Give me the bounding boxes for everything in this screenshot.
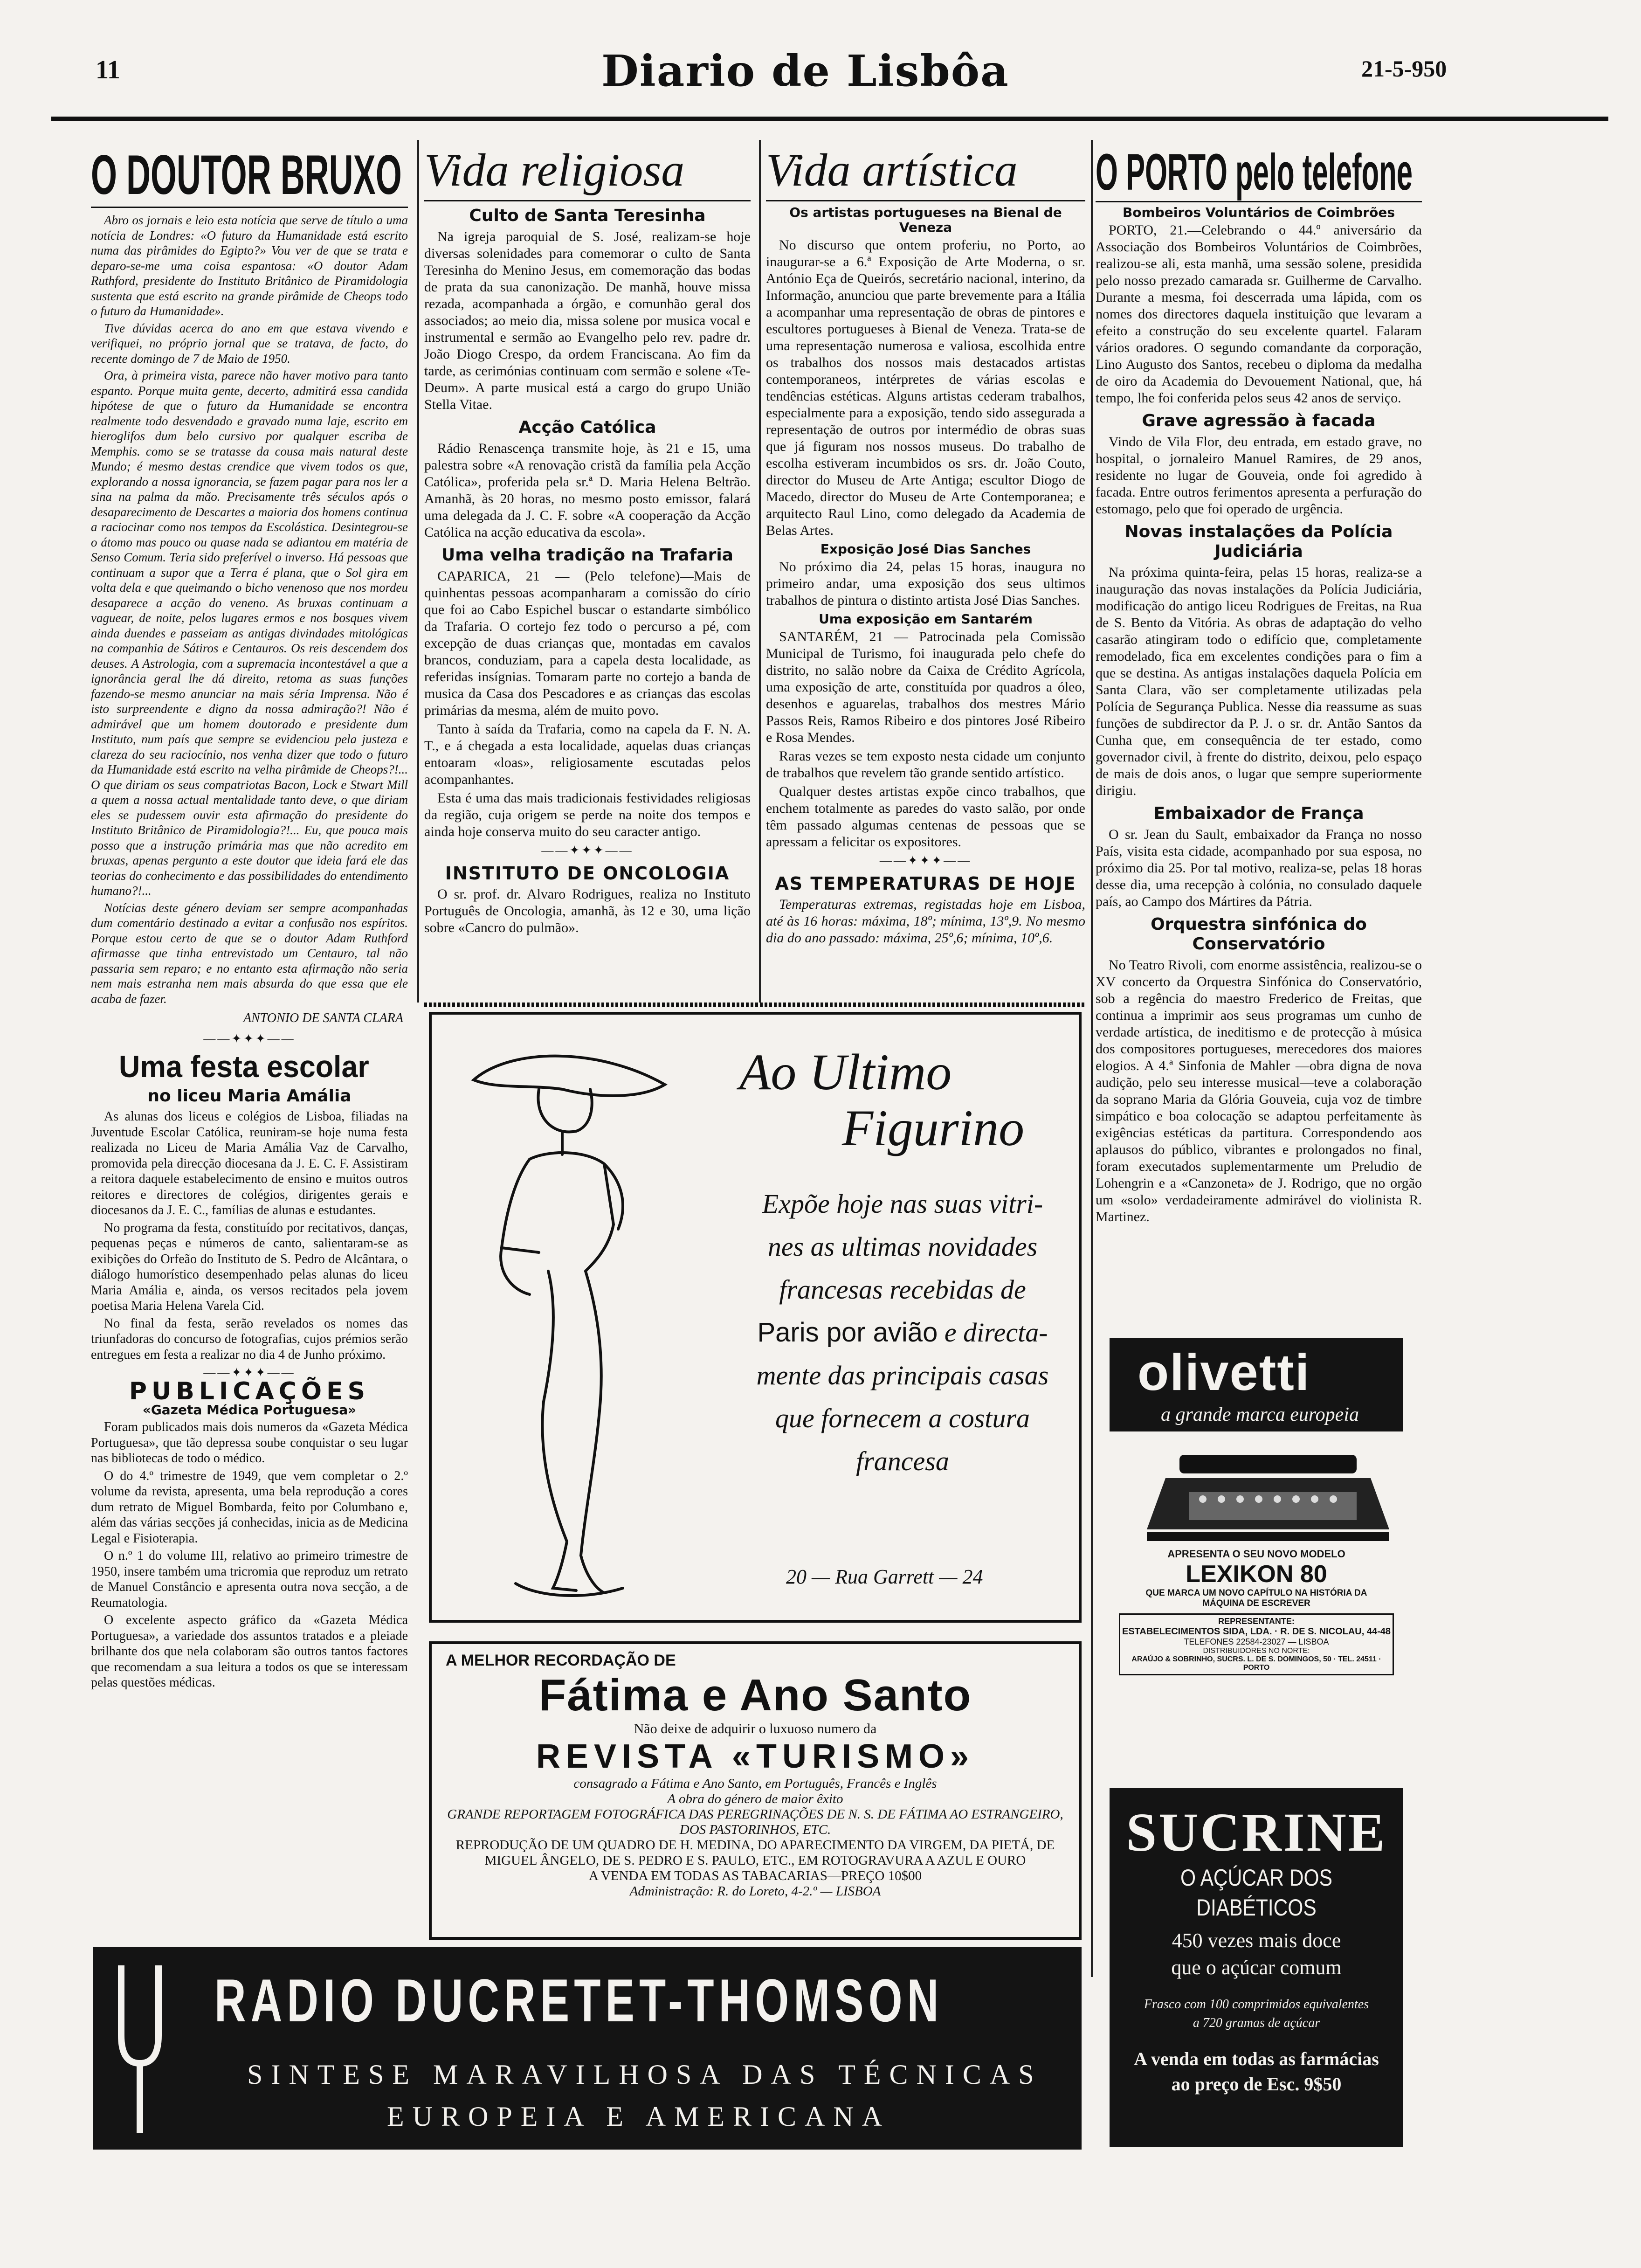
advertisement-radio xyxy=(93,1947,1082,2150)
ad-line: a 720 gramas de açúcar xyxy=(1193,2016,1320,2030)
ad-line: 450 vezes mais doce xyxy=(1172,1929,1341,1952)
article-subtitle: Embaixador de França xyxy=(1153,804,1364,823)
article-paragraph: O n.º 1 do volume III, relativo ao primeiro trimestre de 1950, insere também uma tricromia que reproduz um retrato de Manuel Constâncio e apresenta outra nova secção, a de Reumatologia. xyxy=(91,1549,408,1610)
article-paragraph: Notícias deste género deviam ser sempre acompanhadas dum comentário destinado a evitar a confusão nos espíritos. Porque estou certo de que se o doutor Adam Ruthford afirmasse que tinha entrevistado um Centauro, tal não passaria sem reparo; e no entanto esta afirmação não seria nem mais estranha nem mais absurda do que essa que ele acaba de fazer. xyxy=(91,900,408,1006)
article-paragraph: O sr. Jean du Sault, embaixador da França no nosso País, visita esta cidade, acompanhado por sua esposa, no próximo dia 25. Por tal motivo, realiza-se, pelas 18 horas desse dia, uma recepção à colónia, no consulado daquele país, ao Campo dos Mártires da Pátria. xyxy=(1096,827,1422,909)
ad-line: Administração: R. do Loreto, 4-2.º — LISBOA xyxy=(629,1884,881,1899)
article-paragraph: No final da festa, serão revelados os nomes das triunfadoras do concurso de fotografias, cujos prémios serão entregues em festa a realizar no dia 4 de Junho próximo. xyxy=(91,1316,408,1362)
section-title: Vida artística xyxy=(766,144,1018,196)
article-paragraph: Esta é uma das mais tradicionais festividades religiosas da região, cuja origem se perde na noite dos tempos e ainda hoje conserva muito do seu caracter antigo. xyxy=(424,790,751,839)
article-paragraph: Temperaturas extremas, registadas hoje em Lisboa, até às 16 horas: máxima, 18º; mínima, 13º,9. No mesmo dia do ano passado: máxima, 25º,6; mínima, 10º,6. xyxy=(766,897,1085,946)
section-title: PUBLICAÇÕES xyxy=(129,1377,370,1405)
article-paragraph: CAPARICA, 21 — (Pelo telefone)—Mais de quinhentas pessoas acompanharam a comissão do círio que foi ao Cabo Espichel buscar o estandarte simbólico da Trafaria. O cortejo fez todo o percurso a pé, com excepção de duas crianças que, montadas em cavalos brancos, conduziam, para a capela desta localidade, as referidas insígnias. Tomaram parte no cortejo a banda de musica da Casa dos Pescadores e as crianças das escolas primárias da mesma, além de muito povo. xyxy=(424,568,751,718)
article-paragraph: Na igreja paroquial de S. José, realizam-se hoje diversas solenidades para comemorar o culto de Santa Teresinha do Menino Jesus, em comemoração das bodas de prata da sua canonização. De manhã, houve missa rezada, acompanhada a órgão, e comunhão geral dos associados; ao meio dia, missa solene por musica vocal e instrumental e sermão ao Evangelho pelo rev. padre dr. João Diogo Crespo, da ordem Franciscana. Ao fim da tarde, as cerimónias continuam com sermão e solene «Te-Deum». A parte musical está a cargo do grupo União Stella Vitae. xyxy=(424,229,751,412)
ad-line: consagrado a Fátima e Ano Santo, em Português, Francês e Inglês xyxy=(573,1776,937,1791)
advertisement-fatima xyxy=(429,1641,1082,1940)
article-paragraph: O sr. prof. dr. Alvaro Rodrigues, realiza no Instituto Português de Oncologia, amanhã, às 12 e 30, uma lição sobre «Cancro do pulmão». xyxy=(424,886,751,935)
article-title: AS TEMPERATURAS DE HOJE xyxy=(775,873,1076,894)
ornament-divider: ——✦✦✦—— xyxy=(879,854,972,867)
ad-body-line: e directa- xyxy=(938,1317,1048,1348)
article-subtitle: Grave agressão à facada xyxy=(1142,411,1376,430)
column-divider xyxy=(1091,140,1093,1977)
ad-headline: O AÇÚCAR DOS DIABÉTICOS xyxy=(1180,1865,1332,1921)
article-subtitle: Orquestra sinfónica do Conservatório xyxy=(1151,915,1367,954)
ad-headline: REVISTA «TURISMO» xyxy=(536,1738,975,1775)
article-paragraph: Rádio Renascença transmite hoje, às 21 e 15, uma palestra sobre «A renovação cristã da família pela Acção Católica», proferida pela sr.ª D. Maria Helena Beltrão. Amanhã, às 20 horas, no mesmo posto emissor, falará uma delegada da J. C. F. sobre «A cooperação da Acção Católica na acção educativa da escola». xyxy=(424,441,751,540)
ad-line: Frasco com 100 comprimidos equivalentes xyxy=(1144,1997,1369,2012)
ad-body-line: Expõe hoje nas suas vitri- xyxy=(762,1189,1043,1219)
ad-body-line: que fornecem a costura xyxy=(775,1403,1030,1433)
article-subtitle: Bombeiros Voluntários de Coimbrões xyxy=(1122,205,1395,220)
article-subtitle: «Gazeta Médica Portuguesa» xyxy=(142,1402,357,1418)
masthead: Diario de Lisbôa xyxy=(601,46,1009,96)
ad-line: A MELHOR RECORDAÇÃO DE xyxy=(446,1652,676,1669)
article-title: Uma festa escolar xyxy=(119,1049,369,1084)
ornament-divider: ——✦✦✦—— xyxy=(541,844,634,857)
article-paragraph: SANTARÉM, 21 — Patrocinada pela Comissão Municipal de Turismo, foi inaugurada pelo chefe do distrito, no salão nobre da Caixa de Crédito Agrícola, uma exposição de arte, constituída por quadros a óleo, desenhos e aguarelas, trabalhos dos mestres Mário Passos Reis, Ramos Ribeiro e dos pintores José Ribeiro e Rosa Mendes. xyxy=(766,629,1085,745)
column-1 xyxy=(91,144,408,1693)
ad-line: REPRESENTANTE: xyxy=(1218,1617,1295,1626)
advertisement-figurino xyxy=(429,1012,1082,1623)
article-paragraph: Foram publicados mais dois numeros da «Gazeta Médica Portuguesa», que tão depressa soube conquistar o seu lugar nas bibliotecas de todo o médico. xyxy=(91,1420,408,1466)
article-subtitle: Uma velha tradição na Trafaria xyxy=(441,546,733,565)
ad-line: TELEFONES 22584-23027 — LISBOA xyxy=(1184,1637,1329,1646)
ad-line: que o açúcar comum xyxy=(1171,1956,1342,1979)
article-title: O DOUTOR BRUXO xyxy=(91,144,402,206)
ad-body-line: nes as ultimas novidades xyxy=(767,1231,1038,1262)
ad-line: SINTESE MARAVILHOSA DAS TÉCNICAS xyxy=(247,2059,1042,2090)
advertisement-sucrine xyxy=(1110,1788,1403,2147)
issue-date: 21-5-950 xyxy=(1361,55,1447,82)
article-paragraph: Vindo de Vila Flor, deu entrada, em estado grave, no hospital, o jornaleiro Manuel Ramires, de 29 anos, residente no lugar de Gouveia, onde foi agredido à facada. Entre outros ferimentos apresenta a perfuração do estomago, pelo que foi operado de urgência. xyxy=(1096,434,1422,517)
article-subtitle: Culto de Santa Teresinha xyxy=(469,206,706,225)
brand-logo: olivetti xyxy=(1138,1344,1310,1401)
ad-line: Não deixe de adquirir o luxuoso numero da xyxy=(634,1721,877,1736)
page-number: 11 xyxy=(96,55,120,84)
article-title: INSTITUTO DE ONCOLOGIA xyxy=(445,863,730,884)
brand-logo: SUCRINE xyxy=(1126,1802,1387,1863)
ad-body-line: mente das principais casas xyxy=(756,1360,1049,1390)
article-paragraph: Abro os jornais e leio esta notícia que serve de título a uma notícia de Londres: «O futuro da Humanidade está escrito numa das pirâmides do Egipto?» Vou ver de que se trata e deparo-se-me uma coisa espantosa: «O doutor Adam Ruthford, presidente do Instituto Britânico de Piramidologia sustenta que está escrito na grande pirâmide de Cheops todo o futuro da Humanidade». xyxy=(91,213,408,318)
article-paragraph: As alunas dos liceus e colégios de Lisboa, filiadas na Juventude Escolar Católica, reuniram-se hoje numa festa realizada no Liceu de Maria Amália Vaz de Carvalho, promovida pela direcção diocesana da J. E. C. F. Assistiram a reitora daquele estabelecimento de ensino e muitos outros reitores e directores de colégios, dirigentes gerais e diocesanos da J. E. C., famílias de alunas e estudantes. xyxy=(91,1109,408,1217)
tuning-fork-icon xyxy=(112,1965,168,2133)
article-subtitle: Uma exposição em Santarém xyxy=(819,611,1033,627)
article-paragraph: No programa da festa, constituído por recitativos, danças, pequenas peças e números de canto, salientaram-se as exibições do Orfeão do Instituto de S. Pedro de Alcântara, o diálogo humorístico desempenhado pelas alunas do liceu Maria Amália e, ainda, os versos recitados pela jovem poetisa Maria Helena Varela Cid. xyxy=(91,1220,408,1313)
ad-headline: Ao Ultimo xyxy=(739,1044,952,1100)
typewriter-illustration xyxy=(1110,1436,1403,1548)
article-subtitle: no liceu Maria Amália xyxy=(147,1086,352,1106)
ad-line: A obra do género de maior êxito xyxy=(667,1791,843,1806)
ad-line: REPRODUÇÃO DE UM QUADRO DE H. MEDINA, DO APARECIMENTO DA VIRGEM, DA PIETÁ, DE MIGUEL ÂNGELO, DE S. PEDRO E S. PAULO, ETC., EM ROTOGRAVURA A AZUL E OURO xyxy=(455,1838,1055,1868)
article-paragraph: No discurso que ontem proferiu, no Porto, ao inaugurar-se a 6.ª Exposição de Arte Moderna, o sr. António Eça de Queirós, secretário nacional, interino, da Informação, anunciou que parte brevemente para a Itália a acompanhar uma representação de obras de pintores e escultores portugueses à Bienal de Veneza. Trata-se de uma representação numerosa e valiosa, escolhida entre os trabalhos dos nossos mais destacados artistas contemporaneos, intérpretes de várias escolas e tendências estéticas. Alguns artistas cederam trabalhos, especialmente para a exposição, tendo sido assegurada a representação de outros por intermédio de obras suas que já figuram nos nossos museus. Do trabalho de escolha estiveram incumbidos os srs. dr. João Couto, director do Museu de Arte Antiga; escultor Diogo de Macedo, director do Museu de Arte Contemporanea; e arquitecto Raul Lino, como delegado da Academia de Belas Artes. xyxy=(766,237,1085,538)
ad-line: QUE MARCA UM NOVO CAPÍTULO NA HISTÓRIA DA MÁQUINA DE ESCREVER xyxy=(1145,1588,1367,1608)
ad-line: A venda em todas as farmácias xyxy=(1134,2048,1379,2069)
ad-line: DISTRIBUIDORES NO NORTE: xyxy=(1203,1647,1310,1655)
article-paragraph: Tanto à saída da Trafaria, como na capela da F. N. A. T., e á chegada a esta localidade, aquelas duas crianças entoaram «loas», religiosamente escutadas pelos acompanhantes. xyxy=(424,721,751,787)
article-paragraph: Ora, à primeira vista, parece não haver motivo para tanto espanto. Porque muita gente, decerto, admitirá essa candida hipótese de que o futuro da Humanidade se encontra realmente todo desvendado e gravado numa laje, escrito em hieroglifos dum belo cursivo por qualquer escriba de Memphis. como se se tratasse da cousa mais natural deste Mundo; é mesmo destas crendice que vivem todos os que, explorando a nossa ignorancia, se fazem pagar para nos ler a sina na palma da mão. Precisamente três séculos após o desaparecimento de Descartes a maioria dos homens continua a raciocinar como nos tempos da Escolástica. Desintegrou-se o átomo mas pouco ou quase nada se adiantou em matéria de Senso Comum. Teria sido preferível o inverso. Há pessoas que continuam a supor que a Terra é plana, que o Sol gira em volta dela e que queimando o bicho venenoso que nos mordeu desaparece a acção do veneno. As bruxas continuam a vaguear, de noite, pelos lugares ermos e nos bosques vivem ainda duendes e passeiam as antigas divindades mitológicas na companhia de Sátiros e Centauros. Os reis descendem dos deuses. A Astrologia, com a supremacia incontestável a que a ignorância geral lhe dá direito, retoma as suas funções fazendo-se mesmo anunciar na mais séria Imprensa. Não é isto surpreendente e digno da nossa admiração?! Não é admirável que um homem doutorado e presidente dum Instituto, num país que sempre se evidenciou pela justeza e clareza do seu raciocínio, nos venha dizer que todo o futuro da Humanidade está escrito na velha pirâmide de Cheops?!... O que diriam os seus compatriotas Bacon, Lock e Stwart Mill a quem a nossa actual mentalidade tanto deve, o que diriam eles se pudessem ouvir esta afirmação do presidente do Instituto Britânico de Piramidologia?!... Eu, que pouca mais posso que a instrução primária mas que não acredito em bruxas, apenas pergunto a este doutor que ideia fará ele das teorias do conhecimento e das possibilidades do entendimento humano?!... xyxy=(91,368,408,898)
column-3 xyxy=(766,144,1085,948)
ad-line: EUROPEIA E AMERICANA xyxy=(387,2101,891,2132)
article-paragraph: No Teatro Rivoli, com enorme assistência, realizou-se o XV concerto da Orquestra Sinfónica do Conservatório, sob a regência do maestro Frederico de Freitas, que continua a imprimir aos seus programas um cunho de verdade artística, de ineditismo e de protecção à música dos compositores portugueses, merecedores dos maiores elogios. A 4.ª Sinfonia de Mahler —obra digna de nova audição, pelo seu interesse musical—teve a colaboração da soprano Maria da Glória Gouveia, cuja voz de timbre simpático e boa colocação se adaptou perfeitamente às exigências estéticas da partitura. Correspondendo aos aplausos do público, vibrantes e prolongados no final, foram executados suplementarmente um Preludio de Lohengrin e a «Canzoneta» de J. Rodrigo, que no orgão um «solo» verdadeiramente admirável do violinista R. Martinez. xyxy=(1096,957,1422,1224)
column-divider xyxy=(759,140,761,1003)
article-subtitle: Os artistas portugueses na Bienal de Veneza xyxy=(789,205,1062,235)
ad-body-line: Paris por avião xyxy=(757,1317,938,1348)
ad-line: ao preço de Esc. 9$50 xyxy=(1171,2074,1342,2095)
ornament-divider: ——✦✦✦—— xyxy=(203,1366,296,1379)
fashion-illustration xyxy=(446,1029,688,1616)
ad-line: A VENDA EM TODAS AS TABACARIAS—PREÇO 10$00 xyxy=(588,1868,922,1883)
article-paragraph: Na próxima quinta-feira, pelas 15 horas, realiza-se a inauguração das novas instalações da Polícia Judiciária, modificação do antigo liceu Rodrigues de Freitas, na Rua de S. Bento da Vitória. As obras de adaptação do velho casarão atingiram todo o edifício que, completamente remodelado, fica em excelentes condições para o fim a que se destina. As antigas instalações daquela Polícia em Santa Clara, vão ser completamente utilizadas pela Polícia de Segurança Publica. Nesse dia reassume as suas funções de subdirector da P. J. o sr. dr. Antão Santos da Cunha que, em consequência de ter estado, como governador civil, à frente do distrito, deixou, pelo espaço de mais de dois anos, o lugar que sempre superiormente dirigiu. xyxy=(1096,565,1422,798)
ad-headline: Fátima e Ano Santo xyxy=(538,1670,972,1720)
article-paragraph: PORTO, 21.—Celebrando o 44.º aniversário da Associação dos Bombeiros Voluntários de Coimbrões, realizou-se ali, esta manhã, uma sessão solene, presidida pelo nosso prezado camarada sr. Guilherme de Carvalho. Durante a mesma, foi descerrada uma lápida, com os nomes dos directores daquela instituição que levaram a efeito a construção do seu excelente quartel. Falaram vários oradores. O segundo comandante da corporação, Lino Augusto dos Santos, recebeu o diploma da medalha de oiro da Academia do Devouement National, que, há tempo, lhe foi conferida pelos seus 42 anos de serviço. xyxy=(1096,222,1422,406)
header-rule xyxy=(51,117,1608,121)
ad-line: GRANDE REPORTAGEM FOTOGRÁFICA DAS PEREGRINAÇÕES DE N. S. DE FÁTIMA AO ESTRANGEIRO, DOS PASTORINHOS, ETC. xyxy=(447,1807,1063,1837)
article-paragraph: Qualquer destes artistas expõe cinco trabalhos, que enchem totalmente as paredes do vasto salão, por onde têm passado algumas centenas de pessoas que se apressam a felicitar os expositores. xyxy=(766,784,1085,850)
ad-address: 20 — Rua Garrett — 24 xyxy=(786,1565,983,1588)
article-paragraph: Raras vezes se tem exposto nesta cidade um conjunto de trabalhos que revelem tão grande sentido artístico. xyxy=(766,748,1085,781)
column-4 xyxy=(1096,144,1422,1227)
section-title: Vida religiosa xyxy=(424,144,685,196)
ad-line: APRESENTA O SEU NOVO MODELO xyxy=(1167,1548,1345,1560)
article-subtitle: Acção Católica xyxy=(518,418,656,437)
article-paragraph: O do 4.º trimestre de 1949, que vem completar o 2.º volume da revista, apresenta, uma bela reprodução a cores dum retrato de Miguel Bombarda, feito por Columbano e, além das várias secções já conhecidas, inicia as de Medicina Legal e Fisioterapia. xyxy=(91,1468,408,1546)
advertisement-olivetti xyxy=(1110,1338,1403,1735)
ad-body-line: francesas recebidas de xyxy=(779,1274,1026,1305)
article-title-box xyxy=(91,144,408,206)
ad-headline: LEXIKON 80 xyxy=(1186,1561,1327,1588)
ad-headline: Figurino xyxy=(842,1099,1025,1156)
article-paragraph: Tive dúvidas acerca do ano em que estava vivendo e verifiquei, no próprio jornal que se tratava, de facto, do recente domingo de 7 de Maio de 1950. xyxy=(91,321,408,366)
article-subtitle: Exposição José Dias Sanches xyxy=(820,541,1031,557)
article-paragraph: No próximo dia 24, pelas 15 horas, inaugura no primeiro andar, uma exposição dos seus ultimos trabalhos de pintura o distinto artista José Dias Sanches. xyxy=(766,559,1085,608)
section-title: O PORTO pelo telefone xyxy=(1096,144,1413,201)
column-2 xyxy=(424,144,751,938)
article-signature: ANTONIO DE SANTA CLARA xyxy=(243,1011,403,1025)
article-subtitle: Novas instalações da Polícia Judiciária xyxy=(1124,522,1393,561)
ad-tagline: a grande marca europeia xyxy=(1161,1404,1359,1425)
decorative-border xyxy=(424,1003,1086,1007)
ornament-divider: ——✦✦✦—— xyxy=(203,1032,296,1045)
ad-line: ARAÚJO & SOBRINHO, SUCRS. L. DE S. DOMINGOS, 50 · TEL. 24511 · PORTO xyxy=(1131,1655,1381,1672)
ad-line: ESTABELECIMENTOS SIDA, LDA. · R. DE S. NICOLAU, 44-48 xyxy=(1122,1626,1391,1637)
ad-body-line: francesa xyxy=(856,1446,949,1476)
ad-headline: RADIO DUCRETET-THOMSON xyxy=(214,1966,944,2034)
article-paragraph: O excelente aspecto gráfico da «Gazeta Médica Portuguesa», a variedade dos assuntos tratados e a pleiade brilhante dos que nela colaboram são outros tantos factores que recomendam a sua leitura a todos os que se interessam pelas questões médicas. xyxy=(91,1613,408,1690)
column-divider xyxy=(417,140,419,1003)
